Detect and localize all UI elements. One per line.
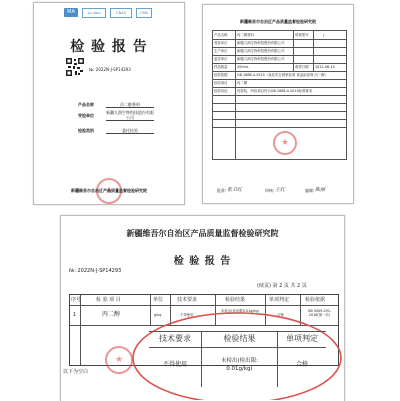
cover-field-value-product: 丙二醇香料 bbox=[106, 102, 154, 108]
cover-field-value-type: 委托检验 bbox=[106, 128, 154, 134]
results-cell-requirement: 不得使用 bbox=[180, 313, 194, 317]
results-cell-result: 未检出(检出限0.01g/kg) bbox=[221, 309, 259, 313]
form-row-label: 检验依据 bbox=[214, 73, 228, 77]
results-header-requirement: 技术要求 bbox=[177, 297, 198, 303]
form-row-label: 生产单位 bbox=[214, 49, 228, 53]
zoom-cell-result-line1: 未检出(检出限: bbox=[221, 358, 258, 364]
qr-code bbox=[66, 58, 84, 76]
zoom-header-result: 检验结果 bbox=[223, 334, 256, 343]
cover-title: 检 验 报 告 bbox=[70, 39, 148, 55]
cover-field-value-client: 新疆九润生物科技股份有限公司 bbox=[106, 110, 154, 120]
cover-report-number: №: 2022N-J-SP14293 bbox=[89, 67, 131, 72]
cover-field-label-client: 受检单位 bbox=[78, 113, 94, 118]
certification-logos bbox=[64, 7, 159, 18]
form-institute: 新疆维吾尔自治区产品质量监督检验研究院 bbox=[240, 19, 316, 24]
form-row-value: 2022-06-15 bbox=[315, 65, 335, 69]
form-row-label: 检验结论 bbox=[214, 89, 228, 93]
form-row-value: / bbox=[323, 33, 325, 37]
cover-field-label-product: 产品名称 bbox=[78, 102, 94, 107]
form-row-label: 检验项目 bbox=[214, 81, 228, 85]
report-info-page bbox=[202, 4, 354, 204]
results-page-info: (续页) 第 2 页 共 2 页 bbox=[257, 283, 307, 289]
zoom-cell-result-line2: 0.01g/kg) bbox=[226, 366, 253, 372]
zoom-header-requirement: 技术要求 bbox=[159, 334, 191, 343]
results-header-unit: 单位 bbox=[153, 297, 164, 303]
form-row-label: 委托单位 bbox=[214, 57, 228, 61]
zoom-cell-judgement: 合格 bbox=[295, 361, 308, 368]
signature-value: 王红 bbox=[275, 187, 286, 193]
results-institute: 新疆维吾尔自治区产品质量监督检验研究院 bbox=[126, 228, 279, 238]
results-report-number: №: 2022N-J-SP14293 bbox=[69, 268, 122, 274]
form-row-value: 丙二醇 bbox=[237, 81, 248, 85]
form-row-value: 丙二醇香料 bbox=[237, 33, 254, 37]
results-title: 检 验 报 告 bbox=[173, 256, 232, 267]
form-row-value: 200mL bbox=[237, 65, 249, 69]
results-header-item: 检 验 项 目 bbox=[96, 297, 121, 303]
results-header-basis: 检验依据 bbox=[305, 297, 326, 303]
form-row-value: 新疆九润生物科技股份有限公司 bbox=[237, 41, 285, 45]
cover-institute: 新疆维吾尔自治区产品质量监督检验研究院 bbox=[71, 188, 147, 193]
ma-logo: MA bbox=[64, 8, 78, 17]
cover-field-label-type: 检验类别 bbox=[78, 128, 94, 133]
results-header-judgement: 单项判定 bbox=[269, 297, 290, 303]
form-table bbox=[212, 30, 347, 160]
form-row-value: 新疆九润生物科技股份有限公司 bbox=[237, 57, 285, 61]
results-seal bbox=[105, 346, 133, 374]
cma-logo: CMA bbox=[136, 8, 152, 18]
report-cover-page bbox=[33, 2, 185, 205]
results-cell-item: 丙二醇 bbox=[102, 311, 121, 318]
signature-value: 张卫红 bbox=[227, 187, 243, 193]
form-row-value: 新疆九润生物科技股份有限公司 bbox=[237, 49, 285, 53]
results-blank-note: 以下为空白 bbox=[63, 369, 89, 375]
signature-value: 陈丽 bbox=[315, 187, 326, 193]
signature-label: 审核: bbox=[265, 188, 275, 193]
results-cell-unit: g/kg bbox=[154, 313, 162, 317]
form-row-value: 经检验，所检项目符合GB 1886.4-2015标准要求 bbox=[237, 89, 313, 93]
form-row-label: 产品名称 bbox=[214, 33, 228, 37]
cnas-logo: CNAS bbox=[110, 8, 132, 18]
results-header-result: 检验结果 bbox=[225, 297, 246, 303]
zoomed-results-table bbox=[149, 331, 326, 387]
signature-label: 批准: bbox=[217, 188, 227, 193]
ilac-logo: ilac-MRA bbox=[82, 8, 106, 18]
form-row-label: 样品数量 bbox=[214, 65, 228, 69]
results-cell-index: 1 bbox=[73, 312, 77, 318]
results-cell-basis: GB 5009.251-2016(第一法) bbox=[307, 309, 332, 317]
zoom-header-judgement: 单项判定 bbox=[286, 334, 318, 343]
results-cell-judgement: 合格 bbox=[277, 313, 284, 317]
signature-label: 编制: bbox=[305, 188, 315, 193]
form-row-label: 收样日期 bbox=[295, 65, 309, 69]
form-row-label: 受检单位 bbox=[214, 41, 228, 45]
zoom-cell-requirement: 不得使用 bbox=[162, 361, 187, 368]
results-header-index: 序号 bbox=[71, 297, 82, 303]
form-seal bbox=[273, 131, 297, 155]
form-row-value: GB 1886.4-2015《食品安全国家标准 食品添加剂 丙二醇》 bbox=[237, 73, 328, 77]
form-row-label: 规格型号 bbox=[295, 33, 309, 37]
